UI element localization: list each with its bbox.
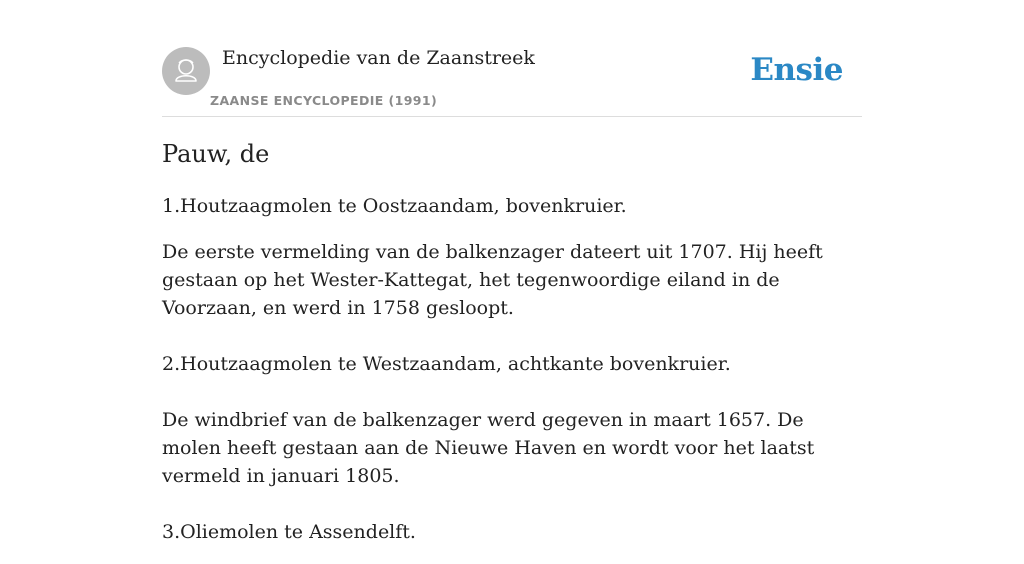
entry-paragraph: De windbrief van de balkenzager werd gegeven in maart 1657. De molen heeft gestaan aan de Nieuwe Haven en wordt voor het laatst vermeld in januari 1805. <box>162 409 815 487</box>
user-icon <box>162 47 210 95</box>
source-subtitle: ZAANSE ENCYCLOPEDIE (1991) <box>210 93 438 108</box>
entry-content <box>162 136 862 564</box>
entry-paragraph: De eerste vermelding van de balkenzager dateert uit 1707. Hij heeft gestaan op het Wester-Kattegat, het tegenwoordige eiland in de Voorzaan, en werd in 1758 gesloopt. <box>162 241 823 319</box>
entry-body <box>162 192 862 546</box>
source-header <box>162 40 862 117</box>
ensie-logo[interactable]: Ensie <box>750 52 843 88</box>
entry-title: Pauw, de <box>162 140 270 168</box>
entry-paragraph: 2.Houtzaagmolen te Westzaandam, achtkante bovenkruier. <box>162 353 731 375</box>
source-title[interactable]: Encyclopedie van de Zaanstreek <box>222 47 535 69</box>
entry-paragraph: 1.Houtzaagmolen te Oostzaandam, bovenkruier. <box>162 195 627 217</box>
avatar[interactable] <box>162 47 210 95</box>
entry-paragraph: 3.Oliemolen te Assendelft. <box>162 521 416 543</box>
